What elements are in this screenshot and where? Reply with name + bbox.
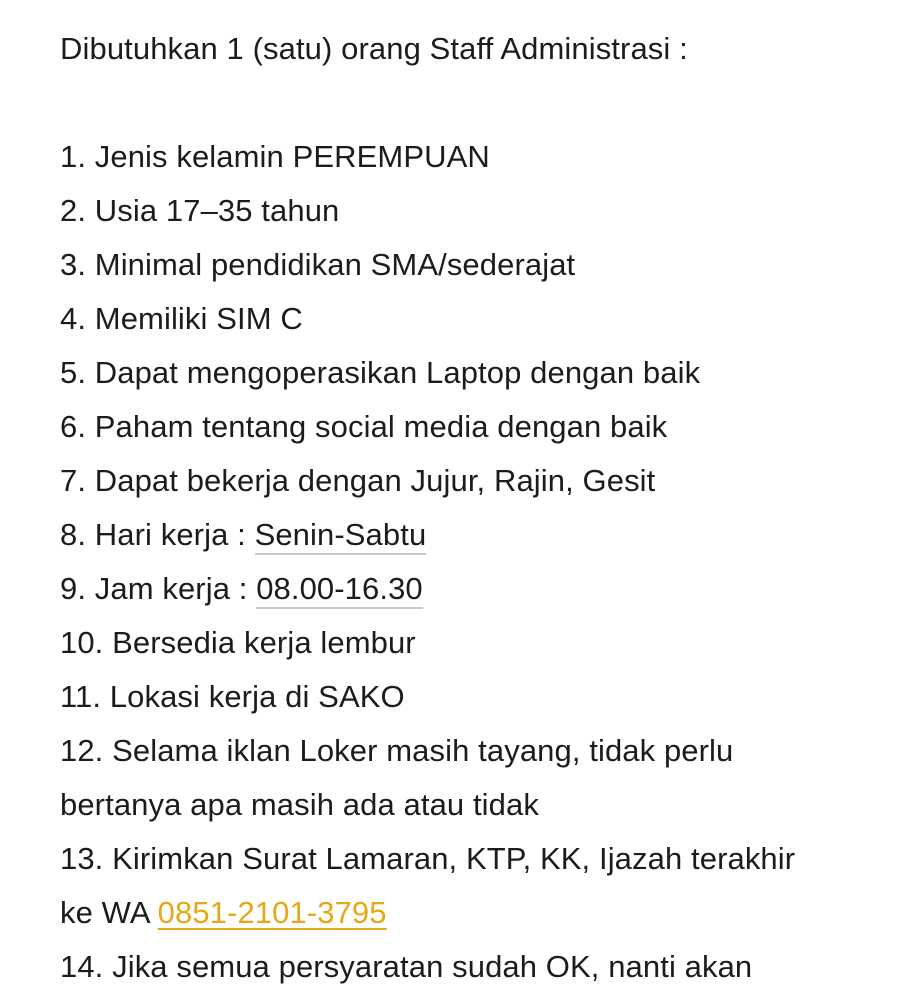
requirement-2: 2. Usia 17–35 tahun xyxy=(60,193,340,228)
requirement-8 xyxy=(60,508,900,562)
note-body xyxy=(60,22,900,994)
requirement-1: 1. Jenis kelamin PEREMPUAN xyxy=(60,139,490,174)
requirement-9 xyxy=(60,562,900,616)
whatsapp-phone-link[interactable]: 0851-2101-3795 xyxy=(157,895,387,930)
requirement-10: 10. Bersedia kerja lembur xyxy=(60,625,416,660)
requirement-4: 4. Memiliki SIM C xyxy=(60,301,303,336)
work-hours-time-link[interactable]: 08.00-16.30 xyxy=(256,571,423,609)
requirement-13-line-2 xyxy=(60,886,900,940)
requirement-7: 7. Dapat bekerja dengan Jujur, Rajin, Gesit xyxy=(60,463,656,498)
requirement-8-label: 8. Hari kerja : xyxy=(60,517,255,552)
requirement-5: 5. Dapat mengoperasikan Laptop dengan baik xyxy=(60,355,701,390)
note-heading: Dibutuhkan 1 (satu) orang Staff Administrasi : xyxy=(60,31,688,66)
blank-line xyxy=(60,76,900,130)
requirement-12-line-1: 12. Selama iklan Loker masih tayang, tidak perlu xyxy=(60,733,734,768)
requirement-12-line-2: bertanya apa masih ada atau tidak xyxy=(60,787,539,822)
requirement-13-line-1: 13. Kirimkan Surat Lamaran, KTP, KK, Ijazah terakhir xyxy=(60,841,796,876)
requirement-9-label: 9. Jam kerja : xyxy=(60,571,257,606)
requirement-14-line-1: 14. Jika semua persyaratan sudah OK, nanti akan xyxy=(60,949,753,984)
requirement-11: 11. Lokasi kerja di SAKO xyxy=(60,679,405,714)
workdays-date-link[interactable]: Senin-Sabtu xyxy=(255,517,427,555)
requirement-3: 3. Minimal pendidikan SMA/sederajat xyxy=(60,247,576,282)
requirement-13-label: ke WA xyxy=(60,895,158,930)
requirement-6: 6. Paham tentang social media dengan baik xyxy=(60,409,668,444)
